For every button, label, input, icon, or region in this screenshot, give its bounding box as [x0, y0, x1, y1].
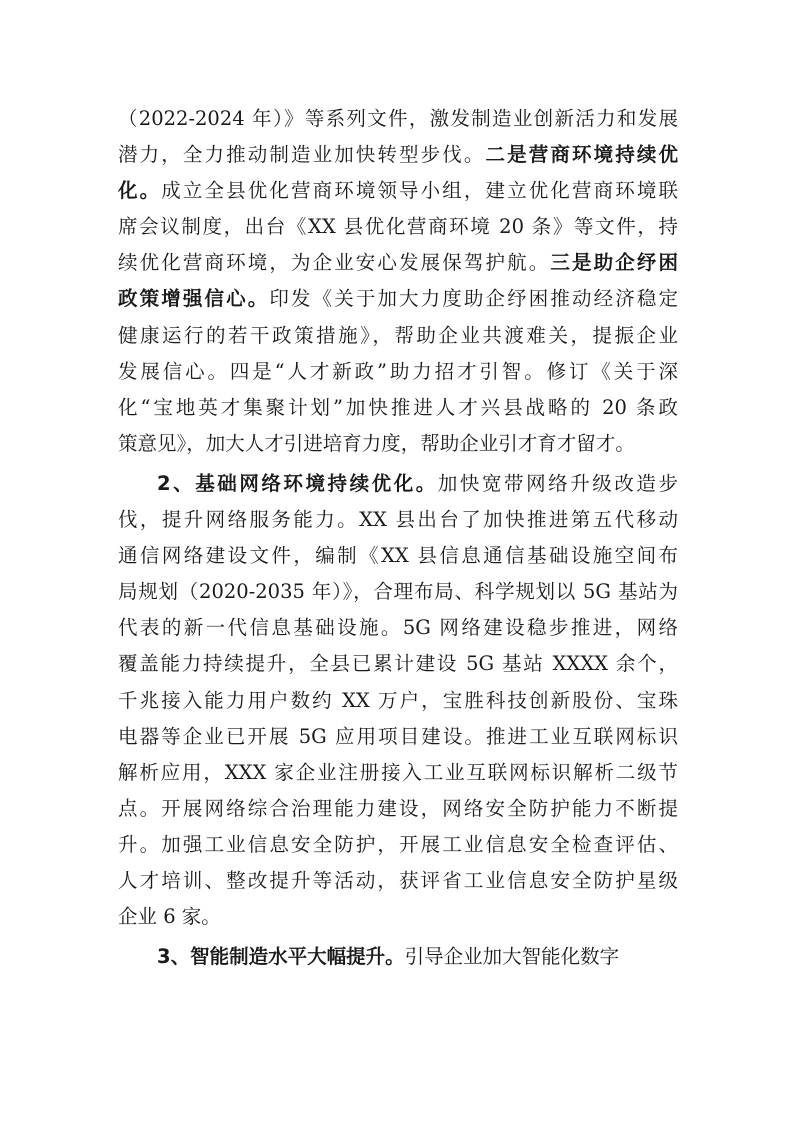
body-text-segment: 健康运行的若干政策措施》，帮助企业共渡难关，提振企业 [118, 323, 678, 347]
text-line [118, 354, 678, 390]
body-text-segment: 电器等企业已开展 5G 应用项目建设。推进工业互联网标识 [118, 724, 678, 748]
body-text-segment: 席会议制度，出台《XX 县优化营商环境 20 条》等文件，持 [118, 215, 678, 239]
text-line [118, 574, 678, 610]
bold-heading-text: 3、智能制造水平大幅提升。 [157, 945, 405, 969]
body-text-segment: 覆盖能力持续提升，全县已累计建设 5G 基站 XXXX 余个， [118, 652, 678, 676]
body-text-segment: 企业 6 家。 [118, 905, 221, 929]
body-text-segment: 续优化营商环境，为企业安心发展保驾护航。 [118, 251, 551, 275]
bold-heading-text: 二是营商环境持续优 [485, 143, 678, 167]
text-line [118, 939, 678, 975]
text-line [118, 899, 678, 935]
body-text-segment: 升。加强工业信息安全防护，开展工业信息安全检查评估、 [118, 832, 678, 856]
body-text-segment: 加快宽带网络升级改造步 [437, 471, 678, 495]
body-text-segment: 代表的新一代信息基础设施。5G 网络建设稳步推进，网络 [118, 616, 678, 640]
body-text-segment: （2022-2024 年）》等系列文件，激发制造业创新活力和发展 [118, 107, 678, 130]
text-line [118, 466, 678, 502]
text-line [118, 610, 678, 646]
body-text-segment: 伐，提升网络服务能力。XX 县出台了加快推进第五代移动 [118, 508, 678, 532]
body-text-segment: 发展信心。四是“人才新政”助力招才引智。修订《关于深 [118, 359, 678, 383]
body-text-segment: 化“宝地英才集聚计划”加快推进人才兴县战略的 20 条政 [118, 395, 678, 419]
bold-heading-text: 三是助企纾困 [550, 251, 678, 275]
text-line [118, 173, 678, 209]
text-line [118, 719, 678, 755]
paragraph [118, 939, 678, 975]
body-text-segment: 引导企业加大智能化数字 [404, 945, 620, 969]
text-line [118, 538, 678, 574]
body-text-segment: 通信网络建设文件，编制《XX 县信息通信基础设施空间布 [118, 544, 678, 568]
body-text-segment: 策意见》，加大人才引进培育力度，帮助企业引才育才留才。 [118, 431, 635, 455]
body-text-segment: 成立全县优化营商环境领导小组，建立优化营商环境联 [161, 179, 678, 203]
body-text-segment: 点。开展网络综合治理能力建设，网络安全防护能力不断提 [118, 796, 678, 820]
body-text-segment: 人才培训、整改提升等活动，获评省工业信息安全防护星级 [118, 868, 678, 892]
body-text [118, 101, 678, 975]
bold-heading-text: 2、基础网络环境持续优化。 [157, 471, 438, 495]
body-text-segment: 印发《关于加大力度助企纾困推动经济稳定 [269, 287, 678, 311]
text-line [118, 646, 678, 682]
text-line [118, 245, 678, 281]
text-line [118, 137, 678, 173]
body-text-segment: 潜力，全力推动制造业加快转型步伐。 [118, 143, 486, 167]
text-line [118, 791, 678, 827]
body-text-segment: 局规划（2020-2035 年）》，合理布局、科学规划以 5G 基站为 [118, 580, 678, 604]
paragraph [118, 466, 678, 935]
bold-heading-text: 政策增强信心。 [118, 287, 270, 311]
text-line [118, 863, 678, 899]
text-line [118, 101, 678, 137]
text-line [118, 209, 678, 245]
text-line [118, 318, 678, 354]
bold-heading-text: 化。 [118, 179, 162, 203]
text-line [118, 827, 678, 863]
text-line [118, 426, 678, 462]
body-text-segment: 千兆接入能力用户数约 XX 万户，宝胜科技创新股份、宝珠 [118, 688, 678, 712]
text-line [118, 390, 678, 426]
paragraph [118, 101, 678, 462]
text-line [118, 683, 678, 719]
body-text-segment: 解析应用，XXX 家企业注册接入工业互联网标识解析二级节 [118, 760, 678, 784]
text-line [118, 502, 678, 538]
text-line [118, 755, 678, 791]
text-line [118, 281, 678, 317]
